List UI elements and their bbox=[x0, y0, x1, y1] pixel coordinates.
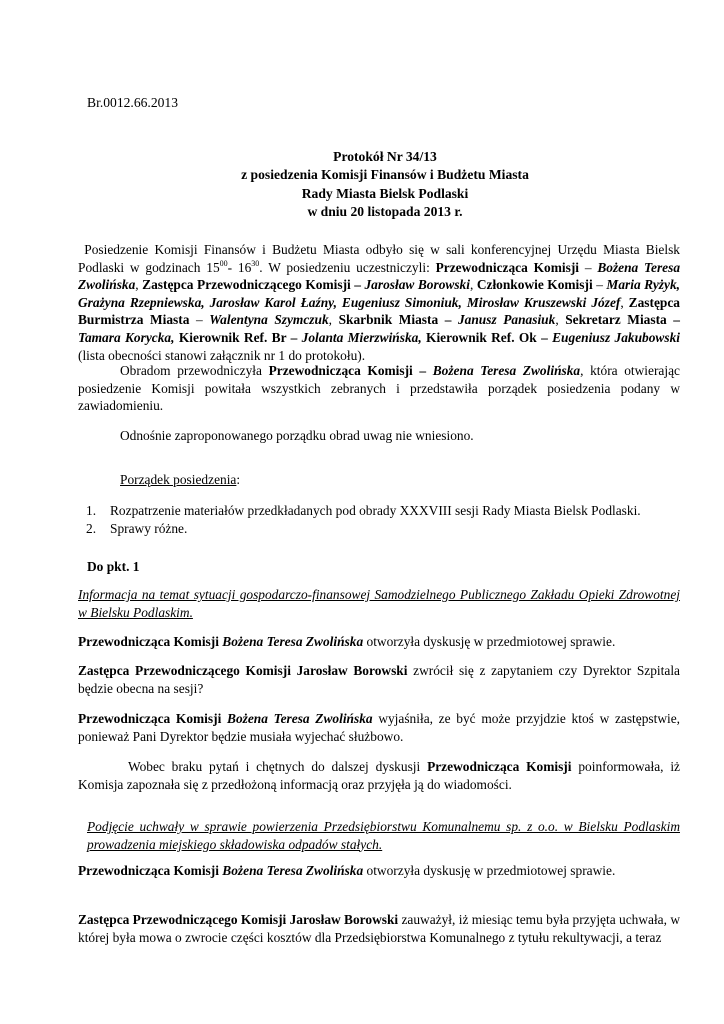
agenda-list bbox=[86, 502, 641, 537]
statement-deputy-question: Zastępca Przewodniczącego Komisji Jarosław Borowski zwrócił się z zapytaniem czy Dyrektor Szpitala będzie obecna na sesji? bbox=[78, 663, 680, 696]
topic-1-title: Informacja na temat sytuacji gospodarczo-finansowej Samodzielnego Publicznego Zakładu Opieki Zdrowotnej w Bielsku Podlaskim. bbox=[78, 587, 680, 620]
point1-heading: Do pkt. 1 bbox=[87, 559, 140, 574]
opening-paragraph: Obradom przewodniczyła Przewodnicząca Komisji – Bożena Teresa Zwolińska, która otwierając posiedzenie Komisji powitała wszystkich zebranych i przedstawiła porządek posiedzenia podany w zawiadomieniu. bbox=[78, 363, 680, 414]
agenda-item: 2. Sprawy różne. bbox=[86, 520, 188, 536]
intro-paragraph: Posiedzenie Komisji Finansów i Budżetu Miasta odbyło się w sali konferencyjnej Urzędu Miasta Bielsk Podlaski w godzinach $15^{00}-$ $16^{30}$. W posiedzeniu uczestniczyli: Przewodnicząca Komisji – Bożena Teresa Zwolińska, Zastępca Przewodniczącego Komisji – Jarosław Borowski, Członkowie Komisji – Maria Ryżyk, Grażyna Rzepniewska, Jarosław Karol Łaźny, Eugeniusz Simoniuk, Mirosław Kruszewski Józef, Zastępca Burmistrza Miasta – Walentyna Szymczuk, Skarbnik Miasta – Janusz Panasiuk, Sekretarz Miasta – Tamara Korycka, Kierownik Ref. Br – Jolanta Mierzwińska, Kierownik Ref. Ok – Eugeniusz Jakubowski (lista obecności stanowi załącznik nr 1 do protokołu). bbox=[78, 242, 681, 363]
no-remarks-paragraph: Odnośnie zaproponowanego porządku obrad uwag nie wniesiono. bbox=[120, 428, 474, 443]
title-line: z posiedzenia Komisji Finansów i Budżetu Miasta bbox=[241, 167, 529, 183]
document-reference: Br.0012.66.2013 bbox=[87, 95, 179, 110]
statement-chair-explains: Przewodnicząca Komisji Bożena Teresa Zwolińska wyjaśniła, ze być może przyjdzie ktoś w zastępstwie, ponieważ Pani Dyrektor będzie musiała wyjechać służbowo. bbox=[78, 711, 681, 744]
topic-2-title: Podjęcie uchwały w sprawie powierzenia Przedsiębiorstwu Komunalnemu sp. z o.o. w Bielsku Podlaskim prowadzenia miejskiego składowiska odpadów stałych. bbox=[87, 819, 680, 852]
title-line: Rady Miasta Bielsk Podlaski bbox=[301, 185, 469, 201]
statement-deputy-remark: Zastępca Przewodniczącego Komisji Jarosław Borowski zauważył, iż miesiąc temu była przyjęta uchwała, w której była mowa o zwrocie części kosztów dla Przedsiębiorstwa Komunalnego z tytułu rekultywacji, a teraz bbox=[78, 912, 680, 945]
statement-committee-accepts: Wobec braku pytań i chętnych do dalszej dyskusji Przewodnicząca Komisji poinformowała, iż Komisja zapoznała się z przedłożoną informacją oraz przyjęła ją do wiadomości. bbox=[78, 759, 680, 792]
title-line: Protokół Nr 34/13 bbox=[333, 149, 437, 164]
title-line: w dniu 20 listopada 2013 r. bbox=[307, 204, 463, 220]
agenda-item: 1. Rozpatrzenie materiałów przedkładanych pod obrady XXXVIII sesji Rady Miasta Bielsk Podlaski. bbox=[86, 503, 641, 518]
statement-chair-opens-discussion: Przewodnicząca Komisji Bożena Teresa Zwolińska otworzyła dyskusję w przedmiotowej sprawie. bbox=[78, 634, 616, 649]
agenda-heading: Porządek posiedzenia: bbox=[120, 472, 241, 487]
document-title bbox=[150, 148, 620, 222]
statement-chair-opens-discussion-2: Przewodnicząca Komisji Bożena Teresa Zwolińska otworzyła dyskusję w przedmiotowej sprawie. bbox=[78, 863, 616, 878]
